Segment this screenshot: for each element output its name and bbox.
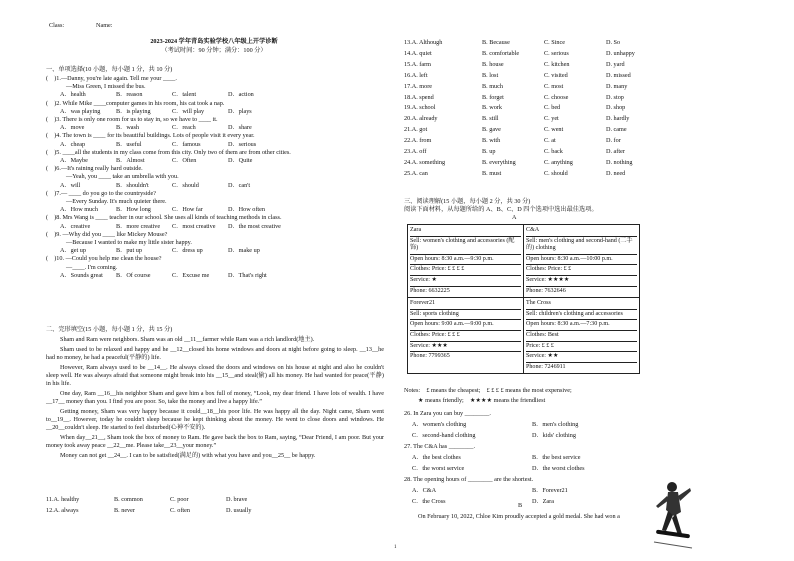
question-line: —Because I wanted to make my little sister happy. [66,239,192,247]
shop-detail: Phone: 7799365 [410,351,521,362]
option-row [46,157,384,165]
cloze-option: D. after [606,148,625,156]
cloze-option-row [404,169,756,180]
option: D．That's right [228,271,267,279]
cloze-option-row [404,49,756,60]
reading-option: C．second-hand clothing [412,432,476,439]
shop-detail: Clothes: Best [526,330,637,341]
cloze-option: B. house [482,60,504,68]
cloze-option: 15.A. farm [404,60,431,68]
shop-name: C&A [526,227,540,233]
option: A．Sounds great [60,271,103,279]
option-row [46,124,384,132]
cloze-options-right [404,38,756,180]
option: D．action [228,91,254,99]
passage-b-label: B [518,502,523,509]
cloze-options-left [46,495,384,517]
reading-option-row [404,485,756,496]
option: A．move [60,124,85,132]
reading-option: A．women's clothing [412,421,467,428]
option: D．serious [228,140,257,148]
shop-detail: Phone: 6632225 [410,286,521,297]
option: C．talent [172,91,197,99]
cloze-option: D. missed [606,71,631,79]
exam-title: 2023-2024 学年青岛实验学校八年级上开学诊断 [150,38,278,45]
cloze-option: D. need [606,169,626,177]
cloze-option: 11.A. healthy [46,496,80,503]
cloze-option: D. hardly [606,115,630,123]
shop-detail: Open hours: 8:30 a.m.—10:00 p.m. [526,254,637,265]
cloze-option-row [404,60,756,71]
shop-detail: Service: ★★ [526,351,637,362]
question-stem: ( )1.—Danny, you're late again. Tell me your ____. [46,75,177,82]
cloze-option: C. anything [544,158,573,166]
passage-paragraph: One day, Ram __16__his neighbor Sham and gave him a box full of money, “Look, my dear friend. I have lots of wealth. I have __17__ money than you. I find you are poor. So, take the money and live a happy life.” [46,390,384,406]
section2-heading: 二、完形填空(15 小题，每小题 1 分，共 15 分) [46,326,173,333]
option: B．How long [116,206,151,214]
cloze-option-row [404,114,756,125]
cloze-option-row [404,93,756,104]
option: B．is playing [116,107,151,115]
cloze-option: D. unhappy [606,49,635,57]
cloze-option: C. choose [544,93,569,101]
question-line: —Yeah, you ____ take an umbrella with you. [66,173,179,181]
option: C．Excuse me [172,271,210,279]
cloze-option: D. yard [606,60,625,68]
option: A．cheap [60,140,86,148]
option: D．the most creative [228,222,281,230]
shop-name: Forever21 [410,300,436,307]
option: C．dress up [172,247,203,255]
cloze-option: B. comfortable [482,49,520,57]
option: C．How far [172,206,203,214]
shop-detail: Open hours: 8:30 a.m.—7:30 p.m. [526,319,637,330]
reading-question: 27. The C&A has ________. [404,443,476,450]
class-label: Class: [49,22,65,29]
table-notes-2: ★ means friendly; ★★★★ means the friendliest [418,397,546,404]
cloze-option-row [404,136,756,147]
cloze-option: D. nothing [606,158,633,166]
cloze-option-row [404,147,756,158]
cloze-option: 18.A. spend [404,93,434,101]
shop-detail: Clothes: Price: £ £ [526,264,637,275]
shop-detail: Clothes: Price: £ £ £ [410,330,521,341]
shop-detail: Phone: 7632646 [526,286,637,297]
cloze-option: 20.A. already [404,115,438,123]
cloze-option: 21.A. got [404,126,428,134]
cloze-option: B. must [482,169,502,177]
reading-option: B．men's clothing [532,421,579,428]
reading-option: D．Zara [532,498,554,505]
passage-a-label: A [512,214,517,221]
question-stem: ( )7.— ____ do you go to the countryside? [46,189,156,197]
cloze-option: 25.A. can [404,169,428,177]
shop-detail: Sell: women's clothing and accessories (配饰) [410,236,521,254]
reading-option: C．the Cross [412,498,446,505]
shop-detail: Sell: children's clothing and accessories [526,309,637,320]
option: D．make up [228,247,260,255]
section3-heading: 三、阅读理解(15 小题，每小题 2 分，共 30 分) [404,198,531,205]
reading-option: A．the best clothes [412,454,461,461]
option-row [46,141,384,149]
passage-paragraph: However, Ram always used to be __14__. He always closed the doors and windows on his house at night and also he couldn't sleep well. He was always afraid that someone might break into his __15__and steal(偷) all his money. He had wanted for peace(平静) in his life. [46,363,384,388]
option: A．creative [60,222,91,230]
option: C．will play [172,107,205,115]
option: B．reason [116,91,143,99]
cloze-option: C. serious [544,49,569,57]
option: D．Quite [228,157,253,165]
shop-detail: Price: £ £ £ [526,341,637,352]
cloze-option-row [46,506,384,517]
option-row [46,206,384,214]
cloze-option: 13.A. Although [404,39,443,46]
cloze-option: B. forget [482,93,504,101]
question-line: —____. I'm coming. [66,263,118,271]
section1-heading: 一、单项选择(10 小题，每小题 1 分，共 10 分) [46,66,173,73]
reading-question: 28. The opening hours of ________ are the shortest. [404,476,534,483]
cloze-option: B. everything [482,158,516,166]
section1-questions [46,75,384,280]
option-row [46,272,384,280]
option: D．share [228,124,252,132]
passage-paragraph: Getting money, Sham was very happy because it could__18__his poor life. He was happy all the day. Night came, Sham went to__19__. However, today he couldn't sleep because he kept thinking about the money. He went to close doors and windows. He __20__couldn't sleep. He started to feel disturbed(心神不安的). [46,408,384,432]
cloze-option: C. visited [544,71,568,79]
passage-paragraph: Sham used to be relaxed and happy and he __12__closed his home windows and doors at night before going to sleep. __13__he had no money, he had a peaceful(平静的) life. [46,345,384,361]
option: C．most creative [172,222,216,230]
shop-name: Zara [410,227,422,233]
cloze-option-row [404,158,756,169]
cloze-option-row [46,495,384,506]
option: C．Often [172,157,197,165]
reading-option: A．C&A [412,487,437,494]
reading-option: D．the worst clothes [532,465,585,472]
cloze-option: B. never [114,506,135,514]
reading-option-row [404,463,756,474]
cloze-option: C. often [170,506,190,514]
option: D．can't [228,181,251,189]
shop-detail: Service: ★ [410,275,521,286]
cloze-option: D. So [606,39,621,46]
page-number: 1 [394,545,397,550]
cloze-option-row [404,103,756,114]
cloze-option: 12.A. always [46,506,79,514]
cloze-option: B. up [482,148,496,156]
section3-instruction: 阅读下面材料，从每题所给的 A、B、C、D 四个选项中选出最佳选项。 [404,206,598,213]
shop-detail: Sell: men's clothing and second-hand (二手的) clothing [526,236,637,254]
cloze-option: C. at [544,137,556,145]
question-stem: ( )3. There is only one room for us to stay in, so we have to ____ it. [46,116,218,124]
passage-b-text: On February 10, 2022, Chloe Kim proudly accepted a gold medal. She had won a [418,513,620,520]
option: C．famous [172,140,201,148]
reading-question: 26. In Zara you can buy ________. [404,410,491,417]
cloze-option: 19.A. school [404,104,436,112]
question-stem: ( )4. The town is ____ for its beautiful buildings. Lots of people visit it every year. [46,132,255,140]
option: B．Almost [116,157,145,165]
option-row [46,182,384,190]
shop-detail: Sell: sports clothing [410,309,521,320]
shop-detail: Open hours: 9:00 a.m.—9:00 p.m. [410,319,521,330]
cloze-option: D. brave [226,496,248,503]
option: C．should [172,181,199,189]
option: B．useful [116,140,142,148]
shop-detail: Service: ★★★ [410,341,521,352]
option: A．get up [60,247,86,255]
cloze-option: 24.A. something [404,158,446,166]
cloze-option: D. for [606,137,621,145]
reading-option: C．the worst service [412,465,465,472]
shop-detail: Clothes: Price: £ £ £ £ [410,264,521,275]
question-stem: ( )10. —Could you help me clean the house? [46,255,162,263]
cloze-option: 16.A. left [404,71,428,79]
shop-name: The Cross [526,300,551,307]
option: D．How often [228,206,265,214]
table-notes-1: Notes: £ means the cheapest; £ £ £ £ means the most expensive; [404,387,572,394]
option: C．reach [172,124,196,132]
cloze-option-row [404,82,756,93]
option-row [46,247,384,255]
cloze-option: B. still [482,115,499,123]
exam-subtitle: （考试时间：90 分钟；满分：100 分） [161,47,267,54]
cloze-option: D. shop [606,104,626,112]
shop-table [407,224,640,374]
cloze-option: C. back [544,148,563,156]
cloze-option-row [404,71,756,82]
cloze-option: 14.A. quiet [404,49,432,57]
option: D．plays [228,107,252,115]
cloze-option: D. stop [606,93,624,101]
cloze-option: B. gave [482,126,501,134]
cloze-option: B. with [482,137,501,145]
option: A．health [60,91,86,99]
option-row [46,223,384,231]
question-stem: ( )8. Mrs Wang is ____ teacher in our school. She uses all kinds of teaching methods in class. [46,214,282,222]
cloze-option: D. came [606,126,627,134]
cloze-option: B. lost [482,71,499,79]
shop-cell-the-cross [524,298,640,374]
reading-option-row [404,452,756,463]
cloze-option: B. much [482,82,503,90]
cloze-option-row [404,38,756,49]
question-stem: ( )5. ____all the students in my class come from this city. Only two of them are from other cities. [46,148,291,156]
cloze-option: B. Because [482,39,510,46]
cloze-option: C. most [544,82,564,90]
shop-detail: Service: ★★★★ [526,275,637,286]
option: B．more creative [116,222,161,230]
snowboarder-illustration [652,478,694,556]
question-stem: ( )9. —Why did you ____ like Mickey Mouse? [46,230,168,238]
reading-option-row [404,496,756,507]
cloze-option: D. usually [226,506,252,514]
cloze-option: C. Since [544,39,565,46]
reading-option-row [404,430,756,441]
cloze-option-row [404,125,756,136]
question-stem: ( )6.—It's raining really hard outside. [46,165,143,173]
reading-option-row [404,419,756,430]
question-line: —Every Sunday. It's much quieter there. [66,198,167,206]
option-row [46,108,384,116]
passage-paragraph: Money can not get __24__. I can to be satisfied(满足的) with what you have and you__25__ be happy. [60,452,316,460]
cloze-option: C. should [544,169,568,177]
cloze-option: C. bed [544,104,561,112]
name-label: Name: [96,22,113,29]
passage-paragraph: When day__21__, Sham took the box of money to Ram. He gave back the box to Ram, saying, “Dear Friend, I am poor. But your money took away peace __22__me. Please take__23__your money.” [46,434,384,450]
cloze-option: 22.A. from [404,137,432,145]
shop-cell-ca [524,225,640,298]
option: B．shouldn't [116,181,149,189]
cloze-option: D. many [606,82,628,90]
cloze-option: 17.A. more [404,82,433,90]
cloze-option: B. common [114,496,143,503]
option: A．Maybe [60,157,88,165]
shop-cell-forever21 [408,298,524,374]
question-line: —Miss Green, I missed the bus. [66,83,146,91]
reading-option: D．kids' clothing [532,432,576,439]
shop-detail: Open hours: 8:30 a.m.—9:30 p.m. [410,254,521,265]
option: A．was playing [60,107,101,115]
option: B．put up [116,247,142,255]
shop-detail: Phone: 7246911 [526,362,637,373]
cloze-option: C. yet [544,115,559,123]
passage-paragraph: Sham and Ram were neighbors. Sham was an old __11__farmer while Ram was a rich landlord(地主). [60,336,315,343]
option: A．How much [60,206,98,214]
cloze-option: C. poor [170,496,189,503]
reading-questions [404,408,756,507]
cloze-passage [46,336,384,462]
option-row [46,91,384,99]
shop-cell-zara [408,225,524,298]
cloze-option: B. work [482,104,502,112]
reading-option: B．the best service [532,454,581,461]
cloze-option: 23.A. off [404,148,427,156]
cloze-option: C. went [544,126,564,134]
reading-option: B．Forever21 [532,487,568,494]
option: B．wash [116,124,140,132]
option: A．will [60,181,81,189]
option: B．Of course [116,271,151,279]
shop-table-wrap [404,224,640,374]
cloze-option: C. kitchen [544,60,570,68]
question-stem: ( )2. While Mike ____computer games in his room, his cat took a nap. [46,99,225,107]
